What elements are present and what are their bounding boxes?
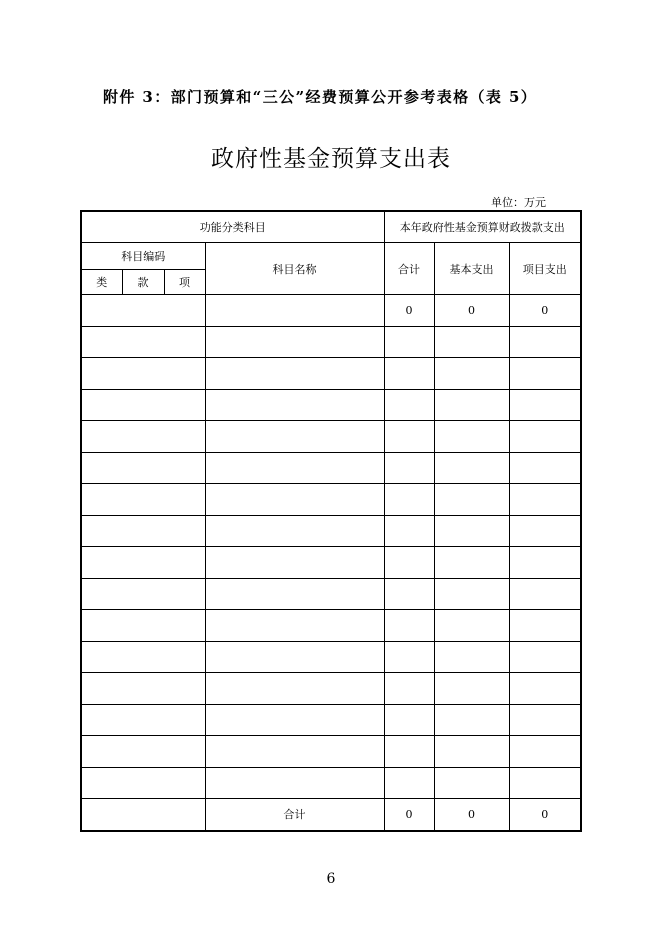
project-cell [509, 547, 581, 579]
project-cell [509, 452, 581, 484]
project-cell [509, 421, 581, 453]
table-row [81, 515, 581, 547]
total-cell [384, 736, 434, 768]
total-cell [384, 673, 434, 705]
total-cell [384, 641, 434, 673]
basic-cell [434, 736, 509, 768]
code-cell [81, 326, 205, 358]
name-cell [205, 389, 384, 421]
project-cell [509, 767, 581, 799]
table-row [81, 421, 581, 453]
table-row [81, 673, 581, 705]
project-cell [509, 484, 581, 516]
project-cell [509, 578, 581, 610]
table-row [81, 767, 581, 799]
name-cell [205, 610, 384, 642]
header-kuan: 款 [122, 270, 164, 295]
header-fund-expenditure: 本年政府性基金预算财政拨款支出 [384, 211, 581, 243]
project-cell [509, 704, 581, 736]
basic-cell [434, 421, 509, 453]
code-cell [81, 610, 205, 642]
table-row [81, 799, 581, 831]
basic-cell [434, 326, 509, 358]
code-cell [81, 295, 205, 327]
page-number: 6 [326, 871, 336, 887]
total-cell [384, 484, 434, 516]
table-row [81, 326, 581, 358]
basic-cell [434, 673, 509, 705]
table-row [81, 295, 581, 327]
total-cell: 0 [384, 295, 434, 327]
name-cell [205, 673, 384, 705]
project-cell [509, 673, 581, 705]
unit-label: 单位：万元 [491, 196, 546, 209]
code-cell [81, 421, 205, 453]
basic-cell [434, 452, 509, 484]
code-cell [81, 358, 205, 390]
project-cell [509, 515, 581, 547]
name-cell [205, 767, 384, 799]
name-cell [205, 515, 384, 547]
basic-cell [434, 610, 509, 642]
name-cell [205, 641, 384, 673]
basic-cell [434, 389, 509, 421]
total-cell [384, 421, 434, 453]
name-cell [205, 578, 384, 610]
project-cell: 0 [509, 295, 581, 327]
name-cell [205, 358, 384, 390]
basic-cell: 0 [434, 295, 509, 327]
code-cell [81, 452, 205, 484]
total-cell [384, 610, 434, 642]
basic-cell [434, 484, 509, 516]
name-cell [205, 452, 384, 484]
page-title: 政府性基金预算支出表 [211, 146, 451, 172]
table-row [81, 358, 581, 390]
name-cell [205, 295, 384, 327]
total-cell [384, 452, 434, 484]
code-cell [81, 547, 205, 579]
basic-cell [434, 547, 509, 579]
basic-cell [434, 578, 509, 610]
header-function-category: 功能分类科目 [81, 211, 384, 243]
table-row [81, 641, 581, 673]
basic-cell [434, 358, 509, 390]
code-cell [81, 641, 205, 673]
attachment-heading: 附件 3：部门预算和“三公”经费预算公开参考表格（表 5） [103, 88, 538, 106]
header-subject-name: 科目名称 [205, 243, 384, 295]
project-cell [509, 358, 581, 390]
code-cell [81, 673, 205, 705]
project-cell [509, 326, 581, 358]
table-row [81, 736, 581, 768]
code-cell [81, 389, 205, 421]
project-cell [509, 641, 581, 673]
fund-expenditure-table [80, 210, 582, 832]
table-row [81, 578, 581, 610]
project-cell [509, 736, 581, 768]
total-cell: 0 [384, 799, 434, 831]
table-row [81, 547, 581, 579]
name-cell: 合计 [205, 799, 384, 831]
basic-cell [434, 515, 509, 547]
code-cell [81, 515, 205, 547]
total-cell [384, 326, 434, 358]
name-cell [205, 547, 384, 579]
project-cell: 0 [509, 799, 581, 831]
name-cell [205, 736, 384, 768]
table-row [81, 452, 581, 484]
table-row [81, 610, 581, 642]
total-cell [384, 515, 434, 547]
total-cell [384, 547, 434, 579]
total-cell [384, 704, 434, 736]
name-cell [205, 326, 384, 358]
basic-cell [434, 767, 509, 799]
code-cell [81, 799, 205, 831]
header-lei: 类 [81, 270, 122, 295]
header-basic-expenditure: 基本支出 [434, 243, 509, 295]
table-row [81, 704, 581, 736]
basic-cell [434, 641, 509, 673]
total-cell [384, 767, 434, 799]
total-cell [384, 358, 434, 390]
code-cell [81, 736, 205, 768]
header-total: 合计 [384, 243, 434, 295]
code-cell [81, 484, 205, 516]
total-cell [384, 389, 434, 421]
table-row [81, 484, 581, 516]
code-cell [81, 704, 205, 736]
name-cell [205, 484, 384, 516]
project-cell [509, 610, 581, 642]
basic-cell [434, 704, 509, 736]
code-cell [81, 767, 205, 799]
total-cell [384, 578, 434, 610]
table-row [81, 389, 581, 421]
name-cell [205, 421, 384, 453]
basic-cell: 0 [434, 799, 509, 831]
header-xiang: 项 [164, 270, 205, 295]
project-cell [509, 389, 581, 421]
code-cell [81, 578, 205, 610]
header-subject-code: 科目编码 [81, 243, 205, 270]
name-cell [205, 704, 384, 736]
header-project-expenditure: 项目支出 [509, 243, 581, 295]
